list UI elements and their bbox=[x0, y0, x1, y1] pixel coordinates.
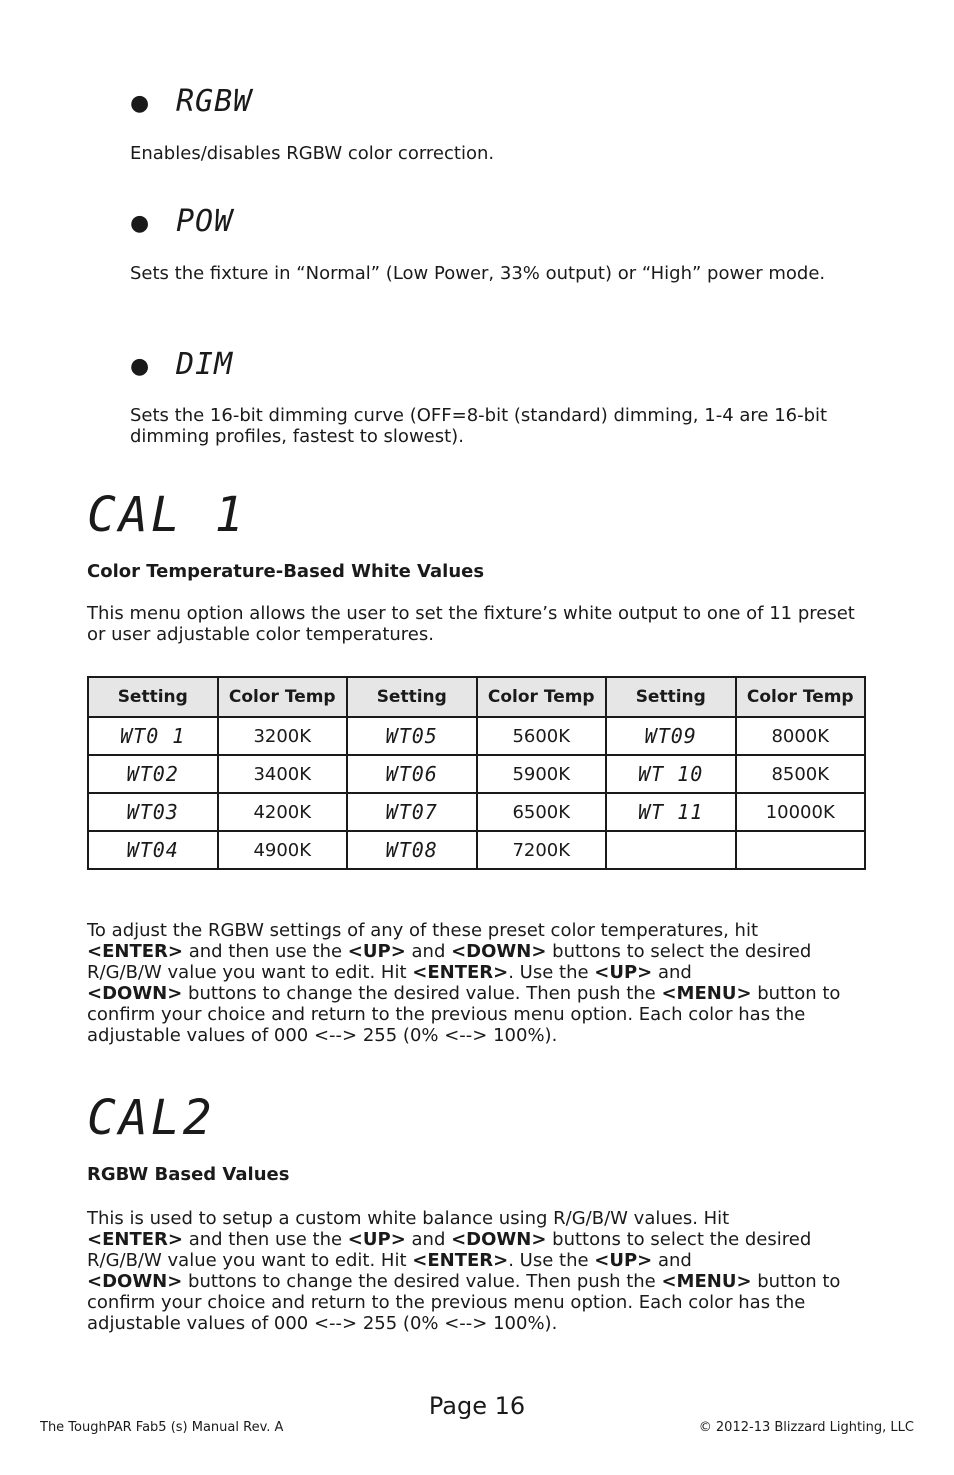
body-text: . Use the bbox=[508, 962, 595, 983]
enter-key: <ENTER> bbox=[412, 1250, 509, 1271]
setting-cell: WT 11 bbox=[606, 793, 736, 831]
cal1-intro: This menu option allows the user to set the fixture’s white output to one of 11 preset or user adjustable color temperatures. bbox=[87, 603, 855, 645]
cal1-subtitle: Color Temperature-Based White Values bbox=[87, 561, 485, 582]
enter-key: <ENTER> bbox=[412, 962, 509, 983]
down-key: <DOWN> bbox=[87, 1271, 183, 1292]
setting-cell: WT08 bbox=[347, 831, 477, 869]
up-key: <UP> bbox=[347, 941, 406, 962]
dim-description: Sets the 16-bit dimming curve (OFF=8-bit (standard) dimming, 1-4 are 16-bit dimming profiles, fastest to slowest). bbox=[130, 405, 828, 447]
up-key: <UP> bbox=[594, 1250, 653, 1271]
color-temp-cell: 10000K bbox=[736, 793, 866, 831]
body-text: and bbox=[405, 941, 452, 962]
page-number: Page 16 bbox=[428, 1392, 526, 1420]
bullet-dot: ● bbox=[130, 91, 150, 116]
table-row bbox=[88, 793, 865, 831]
up-key: <UP> bbox=[594, 962, 653, 983]
color-temp-cell: 3400K bbox=[218, 755, 348, 793]
table-header: Setting bbox=[347, 677, 477, 717]
body-text: To adjust the RGBW settings of any of these preset color temperatures, hit bbox=[87, 920, 759, 941]
body-text: buttons to change the desired value. Then push the bbox=[182, 1271, 662, 1292]
table-row bbox=[88, 831, 865, 869]
body-text: and bbox=[405, 1229, 452, 1250]
cal2-heading: CAL2 bbox=[87, 1090, 215, 1146]
body-text: and bbox=[652, 962, 692, 983]
setting-cell: WT02 bbox=[88, 755, 218, 793]
color-temp-cell: 4200K bbox=[218, 793, 348, 831]
color-temp-cell: 3200K bbox=[218, 717, 348, 755]
down-key: <DOWN> bbox=[451, 1229, 547, 1250]
body-text: button to confirm your choice and return to the previous menu option. Each color has the adjustable values of 000 <--> 255 (0% <--> 100%). bbox=[87, 1271, 841, 1334]
bullet-dot: ● bbox=[130, 354, 150, 379]
setting-cell: WT09 bbox=[606, 717, 736, 755]
pow-description: Sets the fixture in “Normal” (Low Power, 33% output) or “High” power mode. bbox=[130, 263, 826, 284]
color-temp-cell: 7200K bbox=[477, 831, 607, 869]
body-text: and bbox=[652, 1250, 692, 1271]
setting-cell bbox=[606, 831, 736, 869]
rgbw-code: RGBW bbox=[176, 84, 253, 119]
rgbw-description: Enables/disables RGBW color correction. bbox=[130, 143, 495, 164]
down-key: <DOWN> bbox=[451, 941, 547, 962]
table-row bbox=[88, 717, 865, 755]
footer-copyright: © 2012-13 Blizzard Lighting, LLC bbox=[698, 1420, 914, 1435]
enter-key: <ENTER> bbox=[87, 941, 183, 962]
color-temp-cell: 4900K bbox=[218, 831, 348, 869]
pow-code: POW bbox=[176, 204, 234, 239]
table-header-row bbox=[88, 677, 865, 717]
setting-cell: WT04 bbox=[88, 831, 218, 869]
color-temp-table bbox=[87, 676, 866, 870]
setting-cell: WT 10 bbox=[606, 755, 736, 793]
table-header: Color Temp bbox=[477, 677, 607, 717]
setting-cell: WT06 bbox=[347, 755, 477, 793]
color-temp-cell: 8500K bbox=[736, 755, 866, 793]
bullet-dot: ● bbox=[130, 211, 150, 236]
color-temp-cell: 6500K bbox=[477, 793, 607, 831]
body-text: buttons to select the desired R/G/B/W value you want to edit. Hit bbox=[87, 941, 812, 983]
cal1-heading: CAL 1 bbox=[87, 487, 247, 543]
cal2-body bbox=[87, 1208, 867, 1334]
table-header: Setting bbox=[606, 677, 736, 717]
body-text: and then use the bbox=[182, 941, 348, 962]
body-text: and then use the bbox=[182, 1229, 348, 1250]
menu-key: <MENU> bbox=[661, 1271, 752, 1292]
setting-cell: WT07 bbox=[347, 793, 477, 831]
dim-code: DIM bbox=[176, 347, 234, 382]
setting-cell: WT03 bbox=[88, 793, 218, 831]
color-temp-cell: 5600K bbox=[477, 717, 607, 755]
table-header: Setting bbox=[88, 677, 218, 717]
color-temp-cell bbox=[736, 831, 866, 869]
body-text: buttons to select the desired R/G/B/W value you want to edit. Hit bbox=[87, 1229, 812, 1271]
cal2-subtitle: RGBW Based Values bbox=[87, 1164, 290, 1185]
cal1-body bbox=[87, 920, 867, 1046]
body-text: This is used to setup a custom white balance using R/G/B/W values. Hit bbox=[87, 1208, 730, 1229]
body-text: buttons to change the desired value. Then push the bbox=[182, 983, 662, 1004]
color-temp-cell: 5900K bbox=[477, 755, 607, 793]
table-header: Color Temp bbox=[218, 677, 348, 717]
enter-key: <ENTER> bbox=[87, 1229, 183, 1250]
footer-manual-title: The ToughPAR Fab5 (s) Manual Rev. A bbox=[40, 1420, 284, 1435]
body-text: . Use the bbox=[508, 1250, 595, 1271]
color-temp-cell: 8000K bbox=[736, 717, 866, 755]
body-text: button to confirm your choice and return to the previous menu option. Each color has the adjustable values of 000 <--> 255 (0% <--> 100%). bbox=[87, 983, 841, 1046]
table-row bbox=[88, 755, 865, 793]
setting-cell: WT05 bbox=[347, 717, 477, 755]
menu-key: <MENU> bbox=[661, 983, 752, 1004]
table-header: Color Temp bbox=[736, 677, 866, 717]
setting-cell: WT0 1 bbox=[88, 717, 218, 755]
down-key: <DOWN> bbox=[87, 983, 183, 1004]
up-key: <UP> bbox=[347, 1229, 406, 1250]
